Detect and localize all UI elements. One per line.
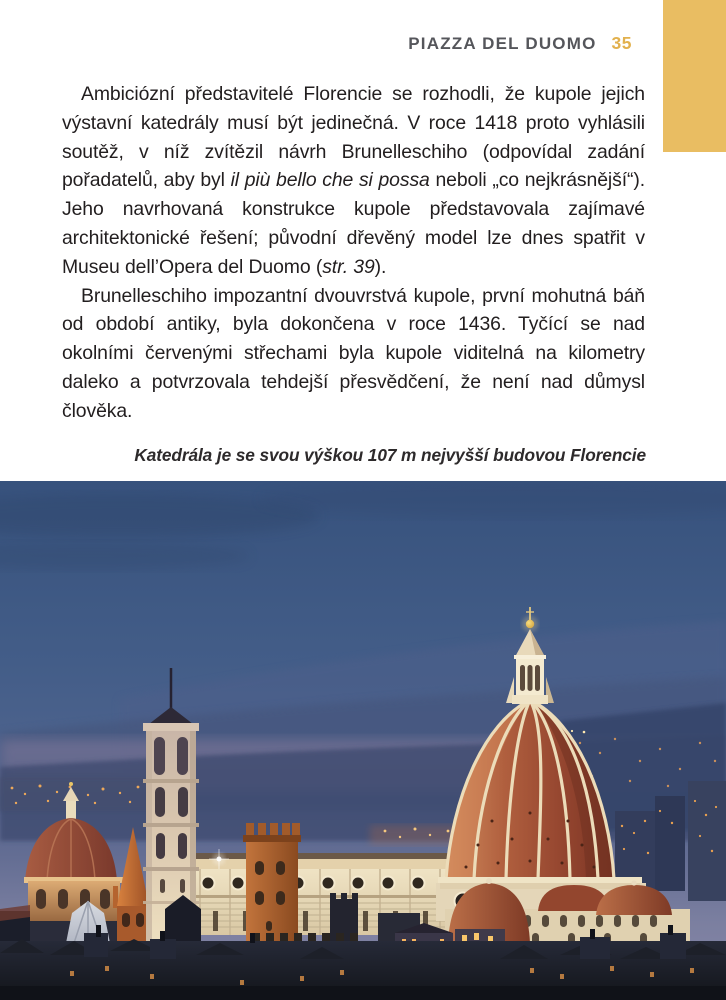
article-text — [62, 80, 645, 426]
paragraph-2: Brunelleschiho impozantní dvouvrstvá kupole, první mohutná báň od období antiky, byla dokončena v roce 1436. Tyčící se nad okolními červenými střechami byla kupole viditelná na kilometry daleko a potvrzovala tehdejší přesvědčení, že není nad důmysl člověka. — [62, 284, 645, 422]
italian-phrase: il più bello che si possa — [230, 169, 430, 192]
paragraph-1-text: ). — [374, 255, 387, 278]
chapter-color-tab — [663, 0, 726, 152]
paragraph-1 — [62, 80, 645, 282]
page-header — [0, 33, 632, 54]
paragraph-1-text: Ambiciózní představitelé Florencie se rozhodli, že kupole jejich výstavní katedrály musí být jedinečná. V roce 1418 proto vyhlásili soutěž, v níž zvítězil návrh Brunelleschiho (odpovídal zadání pořadatelů, aby byl — [62, 83, 645, 192]
cathedral-photo-illustration — [0, 481, 726, 1000]
bargello-tower — [243, 823, 301, 951]
paragraph-1-text: neboli „co nejkrásnější“). Jeho navrhovaná konstrukce kupole představovala zajímavé architektonické řešení; původní dřevěný model lze dnes spatřit v Museu dell’Opera del Duomo ( — [62, 169, 645, 278]
chapter-title: PIAZZA DEL DUOMO — [408, 34, 597, 53]
photo-caption: Katedrála je se svou výškou 107 m nejvyšší budovou Florencie — [134, 445, 646, 465]
page-number: 35 — [611, 33, 632, 53]
page-reference: str. 39 — [322, 255, 375, 278]
cathedral-photo — [0, 481, 726, 1000]
